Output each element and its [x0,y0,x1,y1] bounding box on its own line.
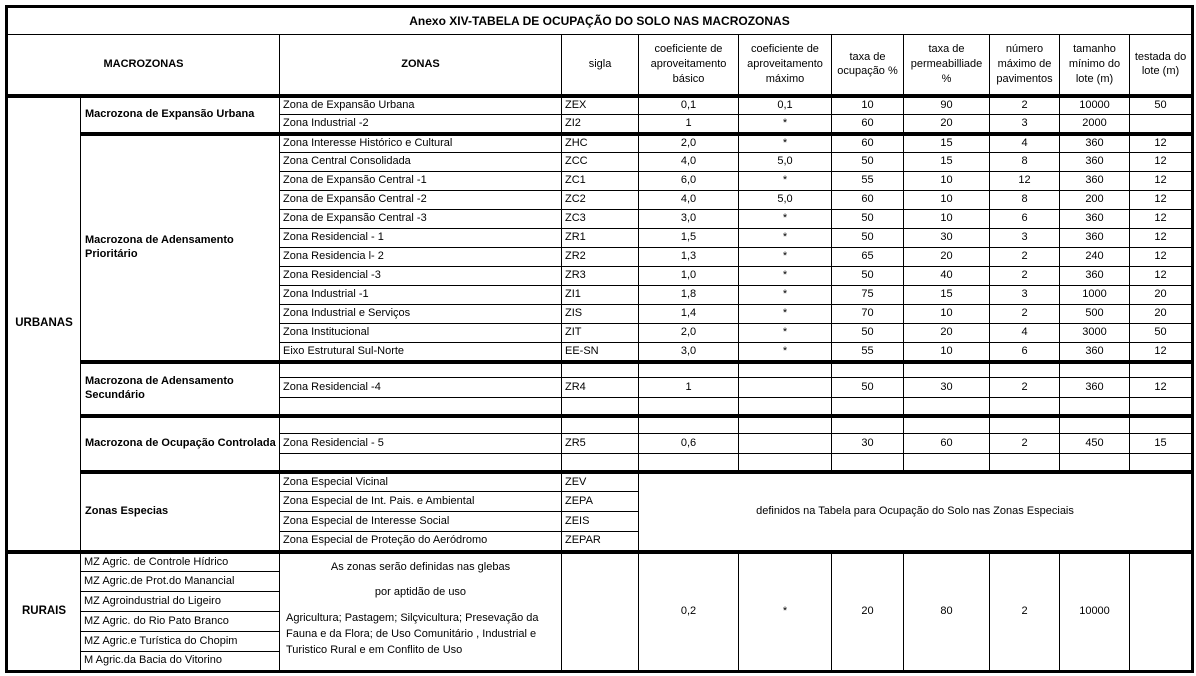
table-cell: 12 [1130,210,1193,229]
col-header-coef-aproveitamento-basico: coeficiente de aproveitamento básico [639,35,739,96]
table-cell [904,454,990,472]
zona-name: Zona Residencial - 1 [280,229,562,248]
table-cell: 50 [832,324,904,343]
cell-text-line: Agricultura; Pastagem; Silçvicultura; Presevação da Fauna e da Flora; de Uso Comunitário , Industrial e Turistico Rural e em Conflito de Uso [286,611,539,656]
table-title: Anexo XIV-TABELA DE OCUPAÇÃO DO SOLO NAS MACROZONAS [7,7,1193,35]
table-cell [639,454,739,472]
table-cell: 4 [990,134,1060,153]
table-cell: 2 [990,305,1060,324]
table-cell: 2 [990,267,1060,286]
table-cell [1060,454,1130,472]
table-cell [990,416,1060,434]
table-cell [832,416,904,434]
table-cell: 1 [639,115,739,134]
col-header-sigla: sigla [562,35,639,96]
macrozona-label: Zonas Especias [81,472,280,552]
table-cell: 50 [832,210,904,229]
table-cell [1130,416,1193,434]
table-cell: 3,0 [639,210,739,229]
table-cell: 2 [990,248,1060,267]
table-cell: 3 [990,286,1060,305]
table-cell [562,398,639,416]
table-cell: 200 [1060,191,1130,210]
table-cell [832,362,904,378]
table-cell: * [739,134,832,153]
table-cell: * [739,248,832,267]
table-cell: 55 [832,343,904,362]
sigla-value: ZEV [562,472,639,492]
zona-name: Zona Institucional [280,324,562,343]
sigla-value: ZR1 [562,229,639,248]
zona-name: Zona Industrial e Serviços [280,305,562,324]
table-cell: 360 [1060,267,1130,286]
table-cell: 450 [1060,434,1130,454]
zona-name: Zona de Expansão Central -2 [280,191,562,210]
table-cell: 360 [1060,229,1130,248]
sigla-value: ZEPA [562,492,639,512]
table-cell [990,362,1060,378]
table-cell: 360 [1060,378,1130,398]
sigla-value: ZI1 [562,286,639,305]
macrozona-label: Macrozona de Ocupação Controlada [81,416,280,472]
zona-name: Zona Especial de Int. Pais. e Ambiental [280,492,562,512]
table-cell [639,362,739,378]
sigla-value: ZCC [562,153,639,172]
table-cell: 20 [1130,286,1193,305]
table-cell [904,416,990,434]
table-cell: 4,0 [639,153,739,172]
sigla-value: ZI2 [562,115,639,134]
sigla-value: ZEPAR [562,532,639,552]
table-cell: 60 [832,191,904,210]
table-cell: 40 [904,267,990,286]
table-cell [739,362,832,378]
zona-name: Zona de Expansão Urbana [280,96,562,115]
sigla-value: ZEX [562,96,639,115]
zona-name: Zona Residencia l- 2 [280,248,562,267]
table-cell: 80 [904,552,990,672]
table-cell: 1000 [1060,286,1130,305]
table-cell: 10 [904,191,990,210]
table-cell: 1,0 [639,267,739,286]
table-cell: 12 [1130,172,1193,191]
table-cell: 6 [990,343,1060,362]
table-cell: 8 [990,191,1060,210]
table-cell: 30 [904,229,990,248]
zona-name: Zona Especial Vicinal [280,472,562,492]
table-cell: 360 [1060,210,1130,229]
table-cell: 1,3 [639,248,739,267]
table-cell: 12 [1130,153,1193,172]
col-header-taxa-permeabilidade: taxa de permeabilliade % [904,35,990,96]
table-cell: 55 [832,172,904,191]
table-cell: 65 [832,248,904,267]
col-header-tamanho-minimo-lote: tamanho mínimo do lote (m) [1060,35,1130,96]
table-cell: 10000 [1060,552,1130,672]
table-cell: 12 [1130,248,1193,267]
table-cell: * [739,324,832,343]
table-cell: 15 [904,286,990,305]
table-cell [1130,398,1193,416]
table-cell [1060,362,1130,378]
rural-zones-description [280,552,562,672]
table-cell: 20 [904,115,990,134]
table-cell: 6,0 [639,172,739,191]
sigla-value: ZIS [562,305,639,324]
table-cell: 50 [832,153,904,172]
occupation-table [5,5,1194,673]
table-cell: 3000 [1060,324,1130,343]
table-cell: 12 [1130,343,1193,362]
rural-macrozona-name: MZ Agric. do Rio Pato Branco [81,612,280,632]
table-cell: 20 [904,324,990,343]
zona-name: Zona Central Consolidada [280,153,562,172]
table-cell: 30 [832,434,904,454]
table-cell: 8 [990,153,1060,172]
table-cell: 6 [990,210,1060,229]
cell-text-line: por aptidão de uso [374,585,467,598]
zona-name: Zona de Expansão Central -3 [280,210,562,229]
table-cell: 3 [990,115,1060,134]
sigla-value: ZR5 [562,434,639,454]
table-cell: 50 [1130,96,1193,115]
table-cell: * [739,115,832,134]
table-cell [1130,362,1193,378]
table-cell: 15 [904,153,990,172]
table-cell: 10 [904,210,990,229]
table-cell [904,398,990,416]
rural-macrozona-name: M Agric.da Bacia do Vitorino [81,652,280,672]
col-header-numero-maximo-pavimentos: número máximo de pavimentos [990,35,1060,96]
table-cell: 240 [1060,248,1130,267]
table-cell: * [739,343,832,362]
rural-macrozona-name: MZ Agric. de Controle Hídrico [81,552,280,572]
table-cell: 0,1 [639,96,739,115]
table-cell [904,362,990,378]
table-cell [990,454,1060,472]
table-cell: 10000 [1060,96,1130,115]
sigla-value: ZC2 [562,191,639,210]
table-cell [832,398,904,416]
col-header-testada-lote: testada do lote (m) [1130,35,1193,96]
table-cell [1130,454,1193,472]
table-cell: 15 [904,134,990,153]
table-cell [639,398,739,416]
sigla-value: ZIT [562,324,639,343]
rural-macrozona-name: MZ Agric.de Prot.do Manancial [81,572,280,592]
table-cell: 360 [1060,343,1130,362]
rural-macrozona-name: MZ Agric.e Turística do Chopim [81,632,280,652]
table-cell [739,416,832,434]
table-cell: 12 [1130,229,1193,248]
table-cell [832,454,904,472]
table-cell: 1,8 [639,286,739,305]
table-cell: 10 [904,343,990,362]
table-cell [280,416,562,434]
zona-name: Zona Especial de Interesse Social [280,512,562,532]
table-cell: * [739,305,832,324]
table-cell [990,398,1060,416]
col-header-taxa-ocupacao: taxa de ocupação % [832,35,904,96]
table-cell: 2,0 [639,134,739,153]
zona-name: Zona de Expansão Central -1 [280,172,562,191]
sigla-value: EE-SN [562,343,639,362]
zona-name: Zona Industrial -2 [280,115,562,134]
sigla-value: ZR4 [562,378,639,398]
sigla-value: ZR3 [562,267,639,286]
table-cell: 60 [904,434,990,454]
table-cell [739,434,832,454]
table-cell: 50 [832,267,904,286]
table-cell: 0,2 [639,552,739,672]
table-cell: 60 [832,134,904,153]
table-cell: 2000 [1060,115,1130,134]
macrozona-label: Macrozona de Expansão Urbana [81,96,280,134]
zona-name: Zona Especial de Proteção do Aeródromo [280,532,562,552]
table-cell: 0,1 [739,96,832,115]
table-cell: 10 [904,172,990,191]
table-cell: 15 [1130,434,1193,454]
zona-name: Zona Industrial -1 [280,286,562,305]
table-cell: * [739,267,832,286]
table-cell [1060,398,1130,416]
table-cell [1130,552,1193,672]
table-cell: 12 [990,172,1060,191]
col-header-coef-aproveitamento-maximo: coeficiente de aproveitamento máximo [739,35,832,96]
table-body [7,7,1193,672]
table-cell: 75 [832,286,904,305]
table-cell: 12 [1130,134,1193,153]
macrozona-label: Macrozona de Adensamento Secundário [81,362,280,416]
table-cell: 20 [832,552,904,672]
table-cell: 4 [990,324,1060,343]
table-cell: 5,0 [739,153,832,172]
table-cell: 12 [1130,267,1193,286]
table-cell: 20 [904,248,990,267]
table-cell: 360 [1060,134,1130,153]
table-cell [562,454,639,472]
table-cell: 0,6 [639,434,739,454]
table-cell: 60 [832,115,904,134]
col-header-macrozonas: MACROZONAS [7,35,280,96]
table-cell [1060,416,1130,434]
table-cell: 4,0 [639,191,739,210]
table-cell: 30 [904,378,990,398]
zona-name: Zona Residencial - 5 [280,434,562,454]
table-cell [280,398,562,416]
table-cell: 10 [904,305,990,324]
table-cell [739,454,832,472]
table-cell: 3,0 [639,343,739,362]
table-cell: 360 [1060,153,1130,172]
table-cell: 50 [832,378,904,398]
group-label-rurais: RURAIS [7,552,81,672]
sigla-value: ZHC [562,134,639,153]
special-zones-note: definidos na Tabela para Ocupação do Solo nas Zonas Especiais [639,472,1193,552]
table-cell [1130,115,1193,134]
sigla-value: ZEIS [562,512,639,532]
table-cell: 12 [1130,378,1193,398]
table-cell: 10 [832,96,904,115]
table-cell: 20 [1130,305,1193,324]
table-cell [739,398,832,416]
table-cell: * [739,286,832,305]
table-cell: 50 [832,229,904,248]
table-cell [639,416,739,434]
table-cell: 2 [990,552,1060,672]
table-cell: 3 [990,229,1060,248]
sigla-value: ZC1 [562,172,639,191]
table-cell [562,416,639,434]
table-cell: 500 [1060,305,1130,324]
zona-name: Zona Interesse Histórico e Cultural [280,134,562,153]
table-cell: 2 [990,378,1060,398]
table-cell: * [739,229,832,248]
rural-macrozona-name: MZ Agroindustrial do Ligeiro [81,592,280,612]
macrozona-label: Macrozona de Adensamento Prioritário [81,134,280,362]
table-cell: 90 [904,96,990,115]
zona-name: Zona Residencial -4 [280,378,562,398]
table-cell: 1 [639,378,739,398]
table-cell: 1,4 [639,305,739,324]
cell-text-line: As zonas serão definidas nas glebas [330,560,511,573]
table-cell: 12 [1130,191,1193,210]
table-cell [562,362,639,378]
table-cell: 5,0 [739,191,832,210]
table-cell [280,362,562,378]
table-cell: * [739,552,832,672]
col-header-zonas: ZONAS [280,35,562,96]
table-cell: 50 [1130,324,1193,343]
sigla-value: ZR2 [562,248,639,267]
table-cell: 2,0 [639,324,739,343]
table-cell [280,454,562,472]
table-cell [562,552,639,672]
zona-name: Zona Residencial -3 [280,267,562,286]
table-cell: 2 [990,96,1060,115]
sigla-value: ZC3 [562,210,639,229]
table-cell: 360 [1060,172,1130,191]
group-label-urbanas: URBANAS [7,96,81,552]
table-cell [739,378,832,398]
zona-name: Eixo Estrutural Sul-Norte [280,343,562,362]
table-cell: 1,5 [639,229,739,248]
table-cell: * [739,210,832,229]
table-cell: 70 [832,305,904,324]
table-cell: * [739,172,832,191]
table-cell: 2 [990,434,1060,454]
